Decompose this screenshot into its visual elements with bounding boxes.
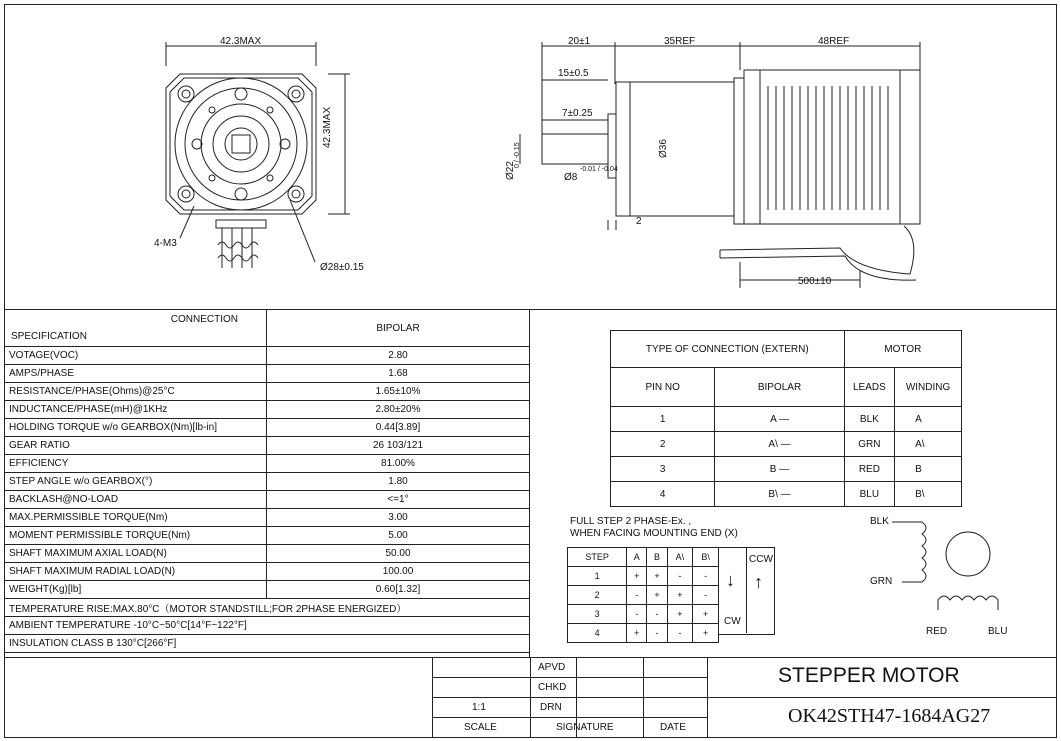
front-width-dim: 42.3MAX [220, 36, 262, 47]
connection-row [611, 457, 962, 482]
coil-blu-label: BLU [988, 626, 1008, 637]
bipolar-signal: B\ — [715, 482, 844, 507]
spec-value: 1.68 [267, 365, 530, 383]
dia-8-tol: -0.01 / -0.04 [580, 166, 618, 173]
spec-full-row [5, 617, 530, 635]
spec-label: BACKLASH@NO-LOAD [5, 491, 267, 509]
spec-label: SHAFT MAXIMUM RADIAL LOAD(N) [5, 563, 267, 581]
step-col-header: B [647, 548, 667, 567]
spec-value: 0.60[1.32] [267, 581, 530, 599]
part-number: OK42STH47-1684AG27 [788, 705, 991, 727]
spec-value: 3.00 [267, 509, 530, 527]
coil-blk-label: BLK [870, 516, 889, 527]
spec-value: 0.44[3.89] [267, 419, 530, 437]
connection-table [610, 330, 962, 507]
spec-label: STEP ANGLE w/o GEARBOX(°) [5, 473, 267, 491]
step-cell: + [693, 624, 719, 643]
spec-value: 50.00 [267, 545, 530, 563]
holes-label: 4-M3 [154, 238, 177, 249]
step-cell: + [667, 586, 693, 605]
spec-row [5, 383, 530, 401]
spec-value: 1.65±10% [267, 383, 530, 401]
arrow-down-icon: ↓ [726, 570, 735, 590]
spec-label: SHAFT MAXIMUM AXIAL LOAD(N) [5, 545, 267, 563]
step-col-header: STEP [568, 548, 627, 567]
lead-color: BLK [844, 407, 894, 432]
step-table [567, 547, 719, 643]
spec-value: 100.00 [267, 563, 530, 581]
coil-red-label: RED [926, 626, 948, 637]
spec-label: INDUCTANCE/PHASE(mH)@1KHz [5, 401, 267, 419]
dia-8: Ø8 [564, 172, 578, 183]
step-cell: 1 [568, 567, 627, 586]
pin-no: 2 [611, 432, 715, 457]
spec-row [5, 419, 530, 437]
apvd-label: APVD [538, 662, 566, 673]
step-cell: - [627, 586, 647, 605]
dim-2: 2 [636, 216, 642, 227]
step-caption-2: WHEN FACING MOUNTING END (X) [570, 528, 738, 539]
connection-col-header: LEADS [844, 368, 894, 407]
lead-color: RED [844, 457, 894, 482]
spec-label: MAX.PERMISSIBLE TORQUE(Nm) [5, 509, 267, 527]
winding-label: B\ [895, 482, 962, 507]
step-cell: 3 [568, 605, 627, 624]
spec-row [5, 563, 530, 581]
lead-length: 500±10 [798, 276, 832, 287]
step-col-header: B\ [693, 548, 719, 567]
spec-value: <=1° [267, 491, 530, 509]
spec-header-row [5, 310, 530, 347]
spec-row [5, 347, 530, 365]
spec-row [5, 527, 530, 545]
spec-value: 81.00% [267, 455, 530, 473]
connection-type-header: TYPE OF CONNECTION (EXTERN) [611, 331, 845, 368]
lead-color: BLU [844, 482, 894, 507]
step-cell: - [647, 605, 667, 624]
spec-full-label: INSULATION CLASS B 130°C[266°F] [5, 635, 530, 653]
connection-label: CONNECTION [170, 314, 238, 325]
cw-label: CW [724, 616, 741, 627]
step-caption-1: FULL STEP 2 PHASE-Ex. , [570, 516, 692, 527]
step-cell: - [627, 605, 647, 624]
step-row [568, 605, 719, 624]
step-cell: - [667, 624, 693, 643]
winding-label: B [895, 457, 962, 482]
ccw-label: CCW [749, 554, 773, 565]
spec-row [5, 401, 530, 419]
dia-36: Ø36 [658, 139, 669, 158]
spec-row [5, 509, 530, 527]
step-cell: + [693, 605, 719, 624]
dia-22: Ø22 [505, 161, 516, 180]
spec-label: HOLDING TORQUE w/o GEARBOX(Nm)[lb-in] [5, 419, 267, 437]
specification-label: SPECIFICATION [11, 331, 87, 342]
spec-table [4, 309, 530, 653]
spec-label: EFFICIENCY [5, 455, 267, 473]
connection-col-header: PIN NO [611, 368, 715, 407]
step-cell: 4 [568, 624, 627, 643]
spec-row [5, 473, 530, 491]
spec-full-label: TEMPERATURE RISE:MAX.80°C（MOTOR STANDSTILL;FOR 2PHASE ENERGIZED） [5, 599, 530, 617]
arrow-up-icon: ↑ [754, 572, 763, 592]
connection-row [611, 407, 962, 432]
winding-label: A\ [895, 432, 962, 457]
pin-no: 4 [611, 482, 715, 507]
motor-header: MOTOR [844, 331, 961, 368]
spec-label: VOTAGE(VOC) [5, 347, 267, 365]
spec-row [5, 491, 530, 509]
spec-row [5, 455, 530, 473]
lead-color: GRN [844, 432, 894, 457]
step-row [568, 567, 719, 586]
spec-value: 5.00 [267, 527, 530, 545]
step-col-header: A [627, 548, 647, 567]
spec-label: AMPS/PHASE [5, 365, 267, 383]
spec-value: 2.80 [267, 347, 530, 365]
spec-label: GEAR RATIO [5, 437, 267, 455]
signature-label: SIGNATURE [556, 722, 614, 733]
spec-row [5, 545, 530, 563]
spec-full-label: AMBIENT TEMPERATURE -10°C~50°C[14°F~122°F] [5, 617, 530, 635]
front-view-drawing [140, 30, 370, 290]
spec-label: RESISTANCE/PHASE(Ohms)@25°C [5, 383, 267, 401]
coil-diagram [860, 510, 1020, 640]
bipolar-signal: A\ — [715, 432, 844, 457]
step-row [568, 586, 719, 605]
scale-label: SCALE [464, 722, 497, 733]
drn-label: DRN [540, 702, 562, 713]
date-label: DATE [660, 722, 686, 733]
connection-row [611, 432, 962, 457]
bipolar-header: BIPOLAR [267, 310, 530, 347]
boss-dia-label: Ø28±0.15 [320, 262, 364, 273]
step-cell: + [667, 605, 693, 624]
dim-20: 20±1 [568, 36, 591, 47]
scale-value: 1:1 [472, 702, 486, 713]
step-cell: 2 [568, 586, 627, 605]
winding-label: A [895, 407, 962, 432]
pin-no: 3 [611, 457, 715, 482]
step-cell: - [693, 567, 719, 586]
step-row [568, 624, 719, 643]
drawing-title: STEPPER MOTOR [778, 664, 960, 687]
step-cell: + [647, 586, 667, 605]
dia-22-tol: 0 / -0.15 [514, 142, 521, 168]
spec-value: 2.80±20% [267, 401, 530, 419]
dim-48: 48REF [818, 36, 850, 47]
spec-row [5, 581, 530, 599]
step-cell: - [667, 567, 693, 586]
spec-label: MOMENT PERMISSIBLE TORQUE(Nm) [5, 527, 267, 545]
spec-value: 1.80 [267, 473, 530, 491]
spec-full-row [5, 599, 530, 617]
connection-row [611, 482, 962, 507]
step-col-header: A\ [667, 548, 693, 567]
step-cell: - [693, 586, 719, 605]
bipolar-signal: B — [715, 457, 844, 482]
step-cell: + [647, 567, 667, 586]
chkd-label: CHKD [538, 682, 567, 693]
step-cell: + [627, 624, 647, 643]
spec-label: WEIGHT(Kg)[lb] [5, 581, 267, 599]
dim-7: 7±0.25 [562, 108, 593, 119]
connection-col-header: WINDING [895, 368, 962, 407]
dim-15: 15±0.5 [558, 68, 589, 79]
front-height-dim: 42.3MAX [322, 106, 333, 148]
dim-35: 35REF [664, 36, 696, 47]
spec-value: 26 103/121 [267, 437, 530, 455]
step-cell: + [627, 567, 647, 586]
pin-no: 1 [611, 407, 715, 432]
connection-col-header: BIPOLAR [715, 368, 844, 407]
step-cell: - [647, 624, 667, 643]
spec-full-row [5, 635, 530, 653]
coil-grn-label: GRN [870, 576, 893, 587]
spec-row [5, 365, 530, 383]
bipolar-signal: A — [715, 407, 844, 432]
spec-row [5, 437, 530, 455]
